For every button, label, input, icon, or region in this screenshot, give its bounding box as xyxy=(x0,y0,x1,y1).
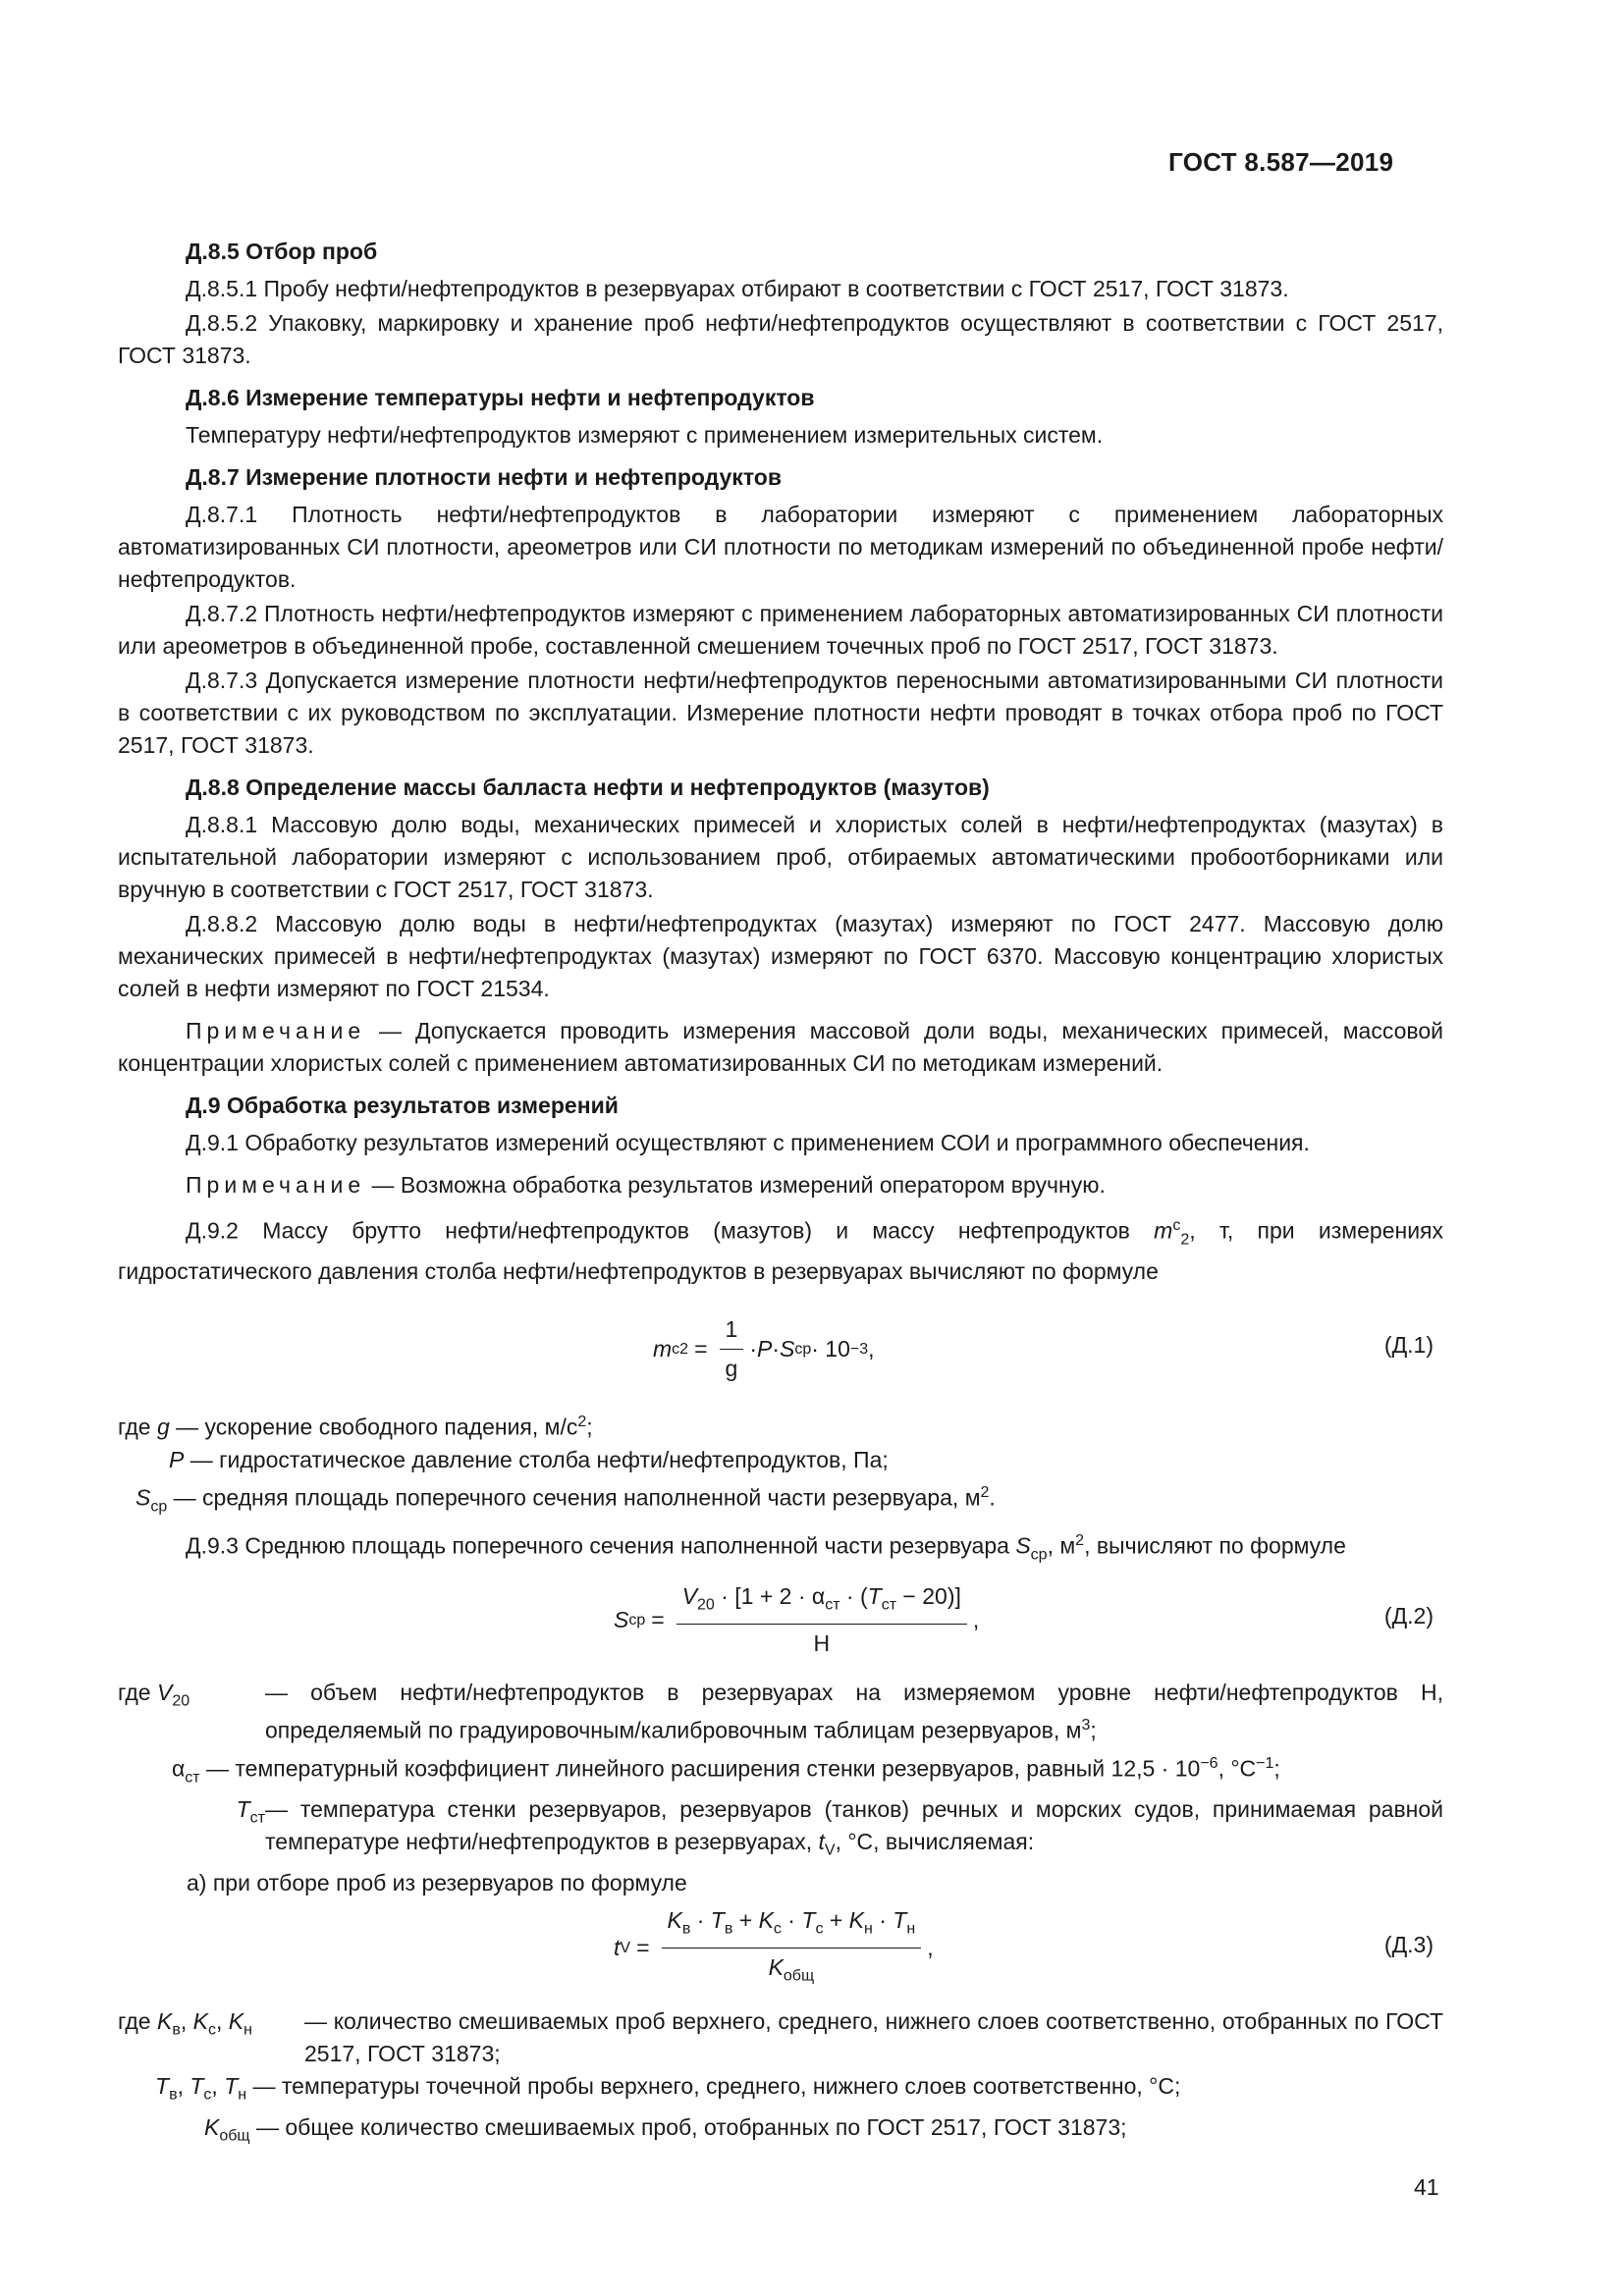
legend-item-g: где g — ускорение свободного падения, $м/с^2$; xyxy=(118,1414,593,1440)
section-title-d87: Д.8.7 Измерение плотности нефти и нефтепродуктов xyxy=(186,464,782,490)
formula-d2 xyxy=(118,1573,1443,1667)
paragraph-d86: Температуру нефти/нефтепродуктов измеряют с применением измерительных систем. xyxy=(186,422,1104,448)
legend-item-tst: $T_{ст}$ — температура стенки резервуаров, резервуаров (танков) речных и морских судов, принимаемая равной температуре нефти/нефтепродуктов в резервуарах, $t_V$, °С, вычисляемая: xyxy=(236,1796,1443,1859)
legend-item-t: $T_в$, $T_с$, $T_н$ — температуры точечной пробы верхнего, среднего, нижнего слоев соответственно, °С; xyxy=(155,2072,1181,2104)
formula-d3-body: t V = $\frac{K_в \cdot T_в + K_с \cdot T_с + K_н \cdot T_н}{K_{общ}}$ , xyxy=(614,1901,934,1996)
paragraph-d851: Д.8.5.1 Пробу нефти/нефтепродуктов в резервуарах отбирают в соответствии с ГОСТ 2517, ГОСТ 31873. xyxy=(186,276,1289,301)
note-text: — Возможна обработка результатов измерений оператором вручную. xyxy=(365,1172,1106,1198)
page-content xyxy=(118,226,1443,2154)
paragraph-d92: Д.9.2 Массу брутто нефти/нефтепродуктов (мазутов) и массу нефтепродуктов $m^c_2$, т, при измерениях гидростатического давления столба нефти/нефтепродуктов в резервуарах вычисляют по формуле xyxy=(118,1217,1443,1285)
document-code: ГОСТ 8.587—2019 xyxy=(1168,147,1394,177)
paragraph-d882: Д.8.8.2 Массовую долю воды в нефти/нефтепродуктах (мазутах) измеряют по ГОСТ 2477. Массовую долю механических примесей в нефти/нефтепродуктах (мазутах) измеряют по ГОСТ 6370. Массовую концентрацию хлористых солей в нефти измеряют по ГОСТ 21534. xyxy=(118,911,1443,1001)
paragraph-d93: Д.9.3 Среднюю площадь поперечного сечения наполненной части резервуара $S_{ср}$, $м^2$, вычисляют по формуле xyxy=(186,1532,1346,1564)
section-title-d86: Д.8.6 Измерение температуры нефти и нефтепродуктов xyxy=(186,385,815,410)
formula-number-d1: (Д.1) xyxy=(1383,1332,1434,1359)
paragraph-d873: Д.8.7.3 Допускается измерение плотности нефти/нефтепродуктов переносными автоматизированными СИ плотности в соответствии с их руководством по эксплуатации. Измерение плотности нефти проводят в точках отбора проб по ГОСТ 2517, ГОСТ 31873. xyxy=(118,667,1443,758)
legend-item-k: где $K_в$, $K_с$, $K_н$ — количество смешиваемых проб верхнего, среднего, нижнего слоев соответственно, отобранных по ГОСТ 2517, ГОСТ 31873; xyxy=(118,2007,1443,2066)
fraction-s-cp: $\frac{V_{20} \cdot [1 + 2 \cdot \alpha_{ст} \cdot (T_{ст} - 20)]}{H}$ xyxy=(677,1580,967,1661)
paragraph-d881: Д.8.8.1 Массовую долю воды, механических примесей и хлористых солей в нефти/нефтепродуктах (мазутах) в испытательной лаборатории измеряют с использованием проб, отбираемых автоматическими пробоотборниками или вручную в соответствии с ГОСТ 2517, ГОСТ 31873. xyxy=(118,812,1443,902)
legend-case-a: а) при отборе проб из резервуаров по формуле xyxy=(187,1869,687,1896)
fraction-tv: $\frac{K_в \cdot T_в + K_с \cdot T_с + K_н \cdot T_н}{K_{общ}}$ xyxy=(662,1904,922,1993)
paragraph-d871: Д.8.7.1 Плотность нефти/нефтепродуктов в лаборатории измеряют с применением лабораторных автоматизированных СИ плотности, ареометров или СИ плотности по методикам измерений по объединенной пробе нефти/нефтепродуктов. xyxy=(118,502,1443,592)
section-title-d85: Д.8.5 Отбор проб xyxy=(186,239,378,264)
legend-d3 xyxy=(118,2005,1443,2152)
formula-d1-body: m c 2 = $\frac{1}{g}$ · P · S ср · 10 −3 , xyxy=(653,1302,875,1396)
formula-number-d3: (Д.3) xyxy=(1383,1931,1434,1957)
fraction-1-over-g: $\frac{1}{g}$ xyxy=(720,1313,744,1385)
legend-item-v20: где $V_{20}$ — объем нефти/нефтепродуктов в резервуарах на измеряемом уровне нефти/нефтепродуктов Н, определяемый по градуировочным/калибровочным таблицам резервуаров, $м^3$; xyxy=(118,1680,1443,1744)
note-d88 xyxy=(118,1015,1443,1080)
legend-item-kobshch: $K_{общ}$ — общее количество смешиваемых проб, отобранных по ГОСТ 2517, ГОСТ 31873; xyxy=(204,2113,1127,2145)
legend-d2 xyxy=(118,1677,1443,1899)
section-title-d9: Д.9 Обработка результатов измерений xyxy=(186,1093,619,1118)
formula-d2-body: S ср = $\frac{V_{20} \cdot [1 + 2 \cdot \alpha_{ст} \cdot (T_{ст} - 20)]}{H}$ , xyxy=(614,1573,979,1667)
note-label: Примечание xyxy=(186,1018,366,1043)
legend-item-p: P — гидростатическое давление столба нефти/нефтепродуктов, Па; xyxy=(169,1446,889,1472)
paragraph-d91: Д.9.1 Обработку результатов измерений осуществляют с применением СОИ и программного обеспечения. xyxy=(186,1130,1310,1155)
section-title-d88: Д.8.8 Определение массы балласта нефти и нефтепродуктов (мазутов) xyxy=(186,774,990,800)
formula-d3 xyxy=(118,1901,1443,1996)
legend-item-alpha: $\alpha_{ст}$ — температурный коэффициент линейного расширения стенки резервуаров, равный $12,5 \cdot 10^{-6}$, $^\circ С^{-1}$; xyxy=(172,1755,1280,1787)
formula-d1 xyxy=(118,1302,1443,1396)
note-text: — Допускается проводить измерения массовой доли воды, механических примесей, массовой концентрации хлористых солей с применением автоматизированных СИ по методикам измерений. xyxy=(118,1018,1443,1076)
legend-d1 xyxy=(118,1406,1443,1522)
page-number: 41 xyxy=(1414,2174,1439,2200)
paragraph-d852: Д.8.5.2 Упаковку, маркировку и хранение проб нефти/нефтепродуктов осуществляют в соответствии с ГОСТ 2517, ГОСТ 31873. xyxy=(118,310,1443,368)
note-label: Примечание xyxy=(186,1172,366,1198)
paragraph-d872: Д.8.7.2 Плотность нефти/нефтепродуктов измеряют с применением лабораторных автоматизированных СИ плотности или ареометров в объединенной пробе, составленной смешением точечных проб по ГОСТ 2517, ГОСТ 31873. xyxy=(118,601,1443,659)
legend-item-s: $S_{ср}$ — средняя площадь поперечного сечения наполненной части резервуара, $м^2$. xyxy=(135,1483,996,1516)
formula-number-d2: (Д.2) xyxy=(1383,1603,1434,1629)
note-d9 xyxy=(118,1169,1443,1201)
